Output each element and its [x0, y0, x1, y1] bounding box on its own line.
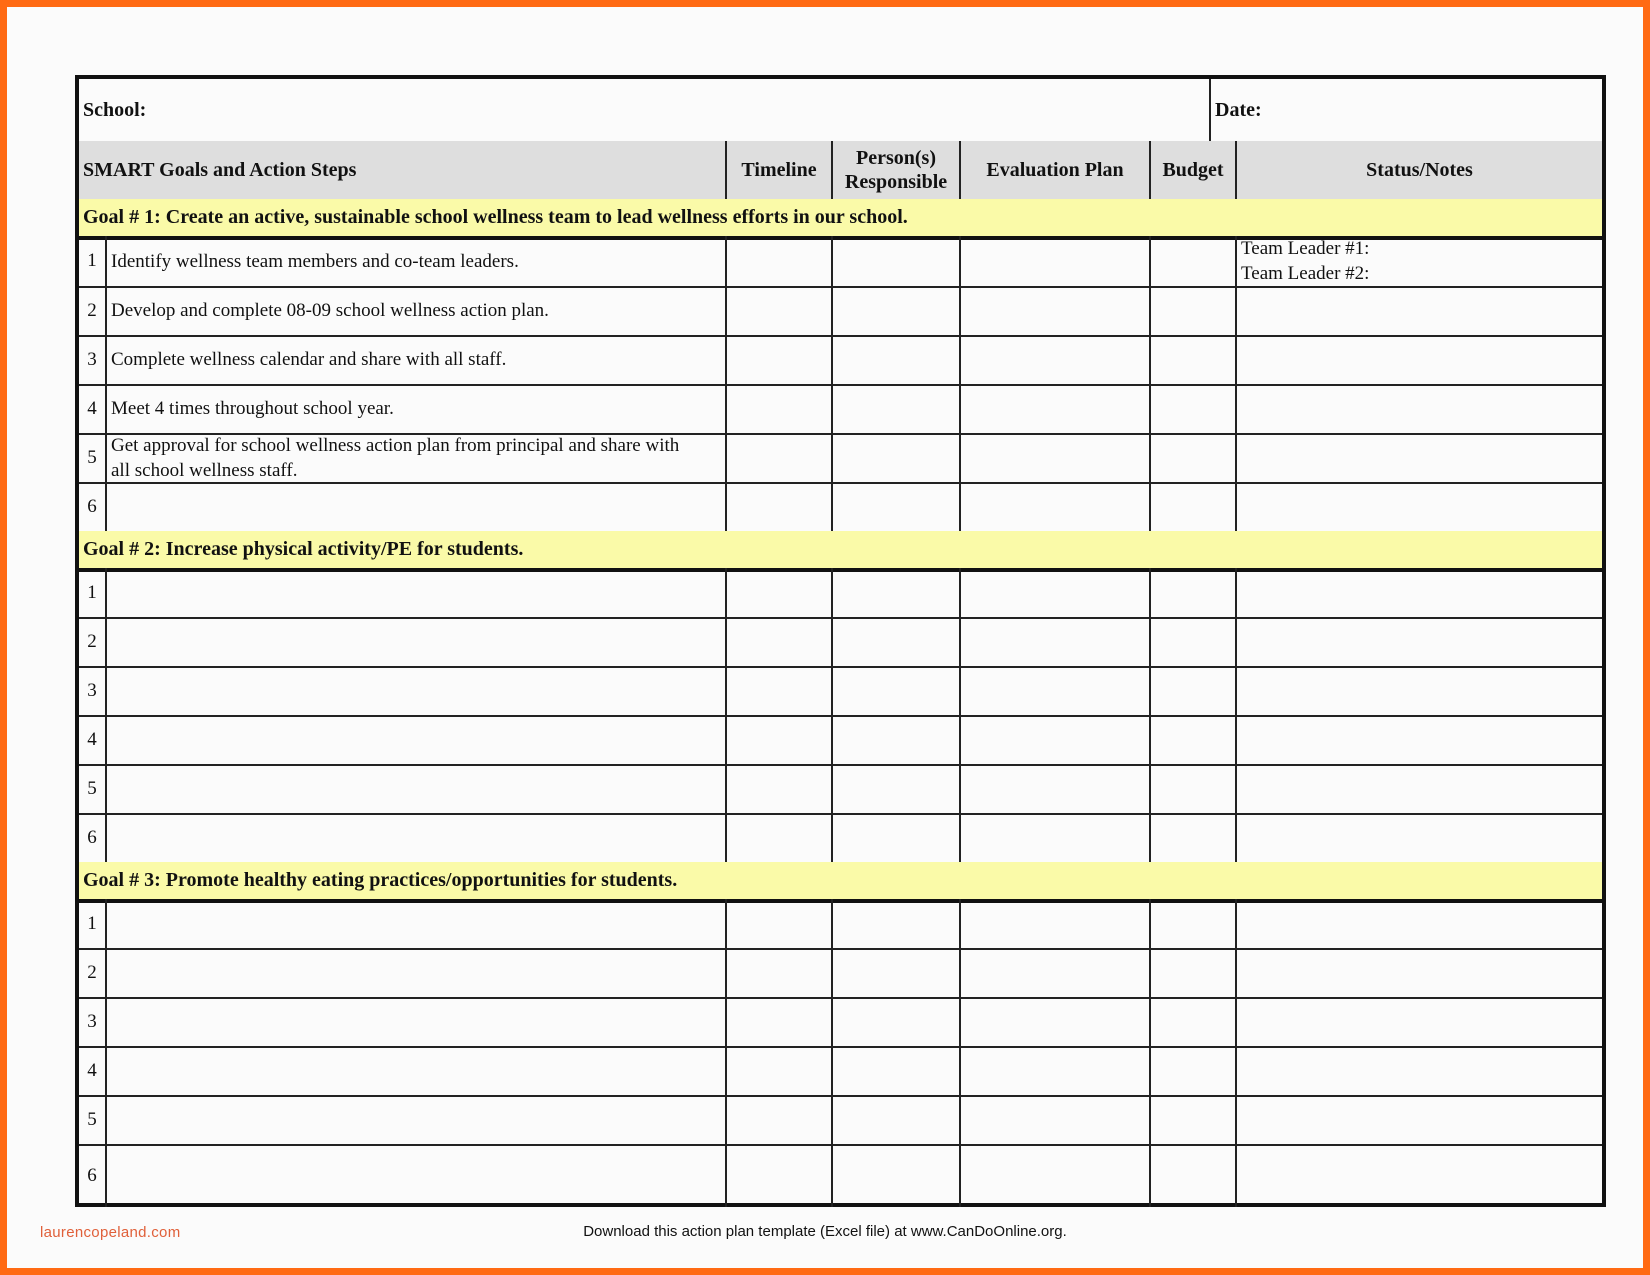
persons-responsible-cell[interactable] [831, 335, 959, 384]
evaluation-plan-cell[interactable] [959, 764, 1149, 813]
persons-header-line1: Person(s) [856, 147, 936, 169]
step-number: 3 [87, 348, 97, 370]
action-step-row [79, 666, 1602, 717]
action-step-row [79, 286, 1602, 337]
timeline-cell[interactable] [725, 948, 831, 997]
step-number: 6 [87, 495, 97, 517]
timeline-cell[interactable] [725, 286, 831, 335]
step-number: 5 [87, 446, 97, 468]
step-description-text: Get approval for school wellness action plan from principal and share with [111, 434, 680, 456]
status-notes-cell[interactable] [1235, 1046, 1602, 1095]
status-notes-cell[interactable] [1235, 813, 1602, 862]
persons-responsible-cell[interactable] [831, 764, 959, 813]
document-page [7, 7, 1643, 1268]
step-description[interactable] [105, 617, 725, 666]
step-number: 1 [87, 912, 97, 934]
step-number: 5 [87, 777, 97, 799]
budget-cell[interactable] [1149, 384, 1235, 433]
goals-column-header: SMART Goals and Action Steps [83, 158, 357, 181]
timeline-cell[interactable] [725, 236, 831, 286]
status-notes-cell[interactable] [1235, 1095, 1602, 1144]
step-description[interactable] [105, 813, 725, 862]
step-description-text: Meet 4 times throughout school year. [111, 398, 394, 419]
evaluation-plan-cell[interactable] [959, 1144, 1149, 1207]
budget-cell[interactable] [1149, 899, 1235, 948]
action-step-row [79, 1046, 1602, 1097]
budget-cell[interactable] [1149, 813, 1235, 862]
step-number: 4 [87, 728, 97, 750]
step-description[interactable] [105, 568, 725, 617]
status-notes-cell[interactable] [1235, 666, 1602, 715]
team-leader-1-note: Team Leader #1: [1241, 238, 1370, 259]
persons-responsible-cell[interactable] [831, 568, 959, 617]
timeline-cell[interactable] [725, 764, 831, 813]
step-number: 4 [87, 1059, 97, 1081]
brand-watermark: laurencopeland.com [40, 1224, 181, 1241]
action-step-row [79, 433, 1602, 484]
status-notes-cell[interactable] [1235, 764, 1602, 813]
evaluation-plan-cell[interactable] [959, 948, 1149, 997]
step-number: 1 [87, 581, 97, 603]
step-description[interactable] [105, 715, 725, 764]
evaluation-plan-cell[interactable] [959, 236, 1149, 286]
step-description[interactable] [105, 948, 725, 997]
timeline-column-header: Timeline [725, 141, 831, 199]
status-notes-cell[interactable] [1235, 617, 1602, 666]
timeline-cell[interactable] [725, 384, 831, 433]
goal-heading-row [79, 531, 1602, 572]
persons-responsible-cell[interactable] [831, 666, 959, 715]
action-step-row [79, 813, 1602, 862]
persons-responsible-cell[interactable] [831, 1095, 959, 1144]
action-step-row [79, 482, 1602, 531]
action-step-row [79, 1144, 1602, 1207]
budget-column-header: Budget [1149, 141, 1235, 199]
action-step-row [79, 715, 1602, 766]
column-header-row [79, 141, 1602, 203]
status-notes-cell[interactable] [1235, 715, 1602, 764]
persons-responsible-cell[interactable] [831, 813, 959, 862]
status-notes-column-header: Status/Notes [1235, 141, 1602, 199]
step-description[interactable] [105, 1046, 725, 1095]
status-notes-cell[interactable] [1235, 482, 1602, 531]
status-notes-cell[interactable] [1235, 236, 1602, 286]
action-step-row [79, 1095, 1602, 1146]
budget-cell[interactable] [1149, 715, 1235, 764]
action-step-row [79, 764, 1602, 815]
budget-cell[interactable] [1149, 764, 1235, 813]
step-number: 6 [87, 1164, 97, 1186]
action-step-row [79, 948, 1602, 999]
step-description[interactable] [105, 1144, 725, 1207]
school-label: School: [83, 98, 147, 121]
step-description[interactable] [105, 1095, 725, 1144]
budget-cell[interactable] [1149, 568, 1235, 617]
goal-title: Goal # 1: Create an active, sustainable school wellness team to lead wellness efforts in our school. [83, 206, 908, 228]
budget-cell[interactable] [1149, 1095, 1235, 1144]
status-notes-cell[interactable] [1235, 948, 1602, 997]
evaluation-plan-cell[interactable] [959, 1046, 1149, 1095]
evaluation-plan-cell[interactable] [959, 997, 1149, 1046]
persons-header-line2: Responsible [844, 171, 948, 193]
budget-cell[interactable] [1149, 482, 1235, 531]
step-description[interactable] [105, 236, 725, 286]
persons-responsible-cell[interactable] [831, 1144, 959, 1207]
persons-responsible-cell[interactable] [831, 715, 959, 764]
action-step-row [79, 997, 1602, 1048]
step-number: 6 [87, 826, 97, 848]
persons-responsible-cell[interactable] [831, 482, 959, 531]
step-number: 3 [87, 679, 97, 701]
persons-responsible-cell[interactable] [831, 948, 959, 997]
budget-cell[interactable] [1149, 666, 1235, 715]
status-notes-cell[interactable] [1235, 568, 1602, 617]
status-notes-cell[interactable] [1235, 433, 1602, 482]
budget-cell[interactable] [1149, 236, 1235, 286]
step-number: 4 [87, 397, 97, 419]
timeline-cell[interactable] [725, 1144, 831, 1207]
budget-cell[interactable] [1149, 948, 1235, 997]
goal-heading-row [79, 199, 1602, 240]
step-number: 3 [87, 1010, 97, 1032]
budget-cell[interactable] [1149, 286, 1235, 335]
timeline-cell[interactable] [725, 715, 831, 764]
step-number: 2 [87, 299, 97, 321]
step-number: 1 [87, 250, 97, 271]
timeline-cell[interactable] [725, 813, 831, 862]
evaluation-plan-cell[interactable] [959, 482, 1149, 531]
budget-cell[interactable] [1149, 433, 1235, 482]
status-notes-cell[interactable] [1235, 997, 1602, 1046]
persons-responsible-cell[interactable] [831, 899, 959, 948]
persons-responsible-cell[interactable] [831, 286, 959, 335]
evaluation-plan-cell[interactable] [959, 568, 1149, 617]
timeline-cell[interactable] [725, 568, 831, 617]
step-description-text-line2: all school wellness staff. [111, 459, 298, 481]
persons-responsible-cell[interactable] [831, 617, 959, 666]
step-description[interactable] [105, 433, 725, 482]
evaluation-plan-cell[interactable] [959, 433, 1149, 482]
persons-responsible-cell[interactable] [831, 384, 959, 433]
budget-cell[interactable] [1149, 335, 1235, 384]
persons-responsible-cell[interactable] [831, 236, 959, 286]
status-notes-cell[interactable] [1235, 384, 1602, 433]
budget-cell[interactable] [1149, 997, 1235, 1046]
action-plan-table [75, 75, 1606, 1207]
action-step-row [79, 335, 1602, 386]
step-description[interactable] [105, 482, 725, 531]
timeline-cell[interactable] [725, 433, 831, 482]
goal-title: Goal # 3: Promote healthy eating practices/opportunities for students. [83, 869, 678, 891]
persons-responsible-column-header [831, 141, 959, 199]
step-description[interactable] [105, 286, 725, 335]
evaluation-plan-cell[interactable] [959, 715, 1149, 764]
evaluation-plan-cell[interactable] [959, 617, 1149, 666]
step-number: 5 [87, 1108, 97, 1130]
persons-responsible-cell[interactable] [831, 997, 959, 1046]
timeline-cell[interactable] [725, 1046, 831, 1095]
timeline-cell[interactable] [725, 899, 831, 948]
status-notes-cell[interactable] [1235, 335, 1602, 384]
timeline-cell[interactable] [725, 1095, 831, 1144]
evaluation-plan-cell[interactable] [959, 899, 1149, 948]
step-description[interactable] [105, 666, 725, 715]
step-description[interactable] [105, 997, 725, 1046]
download-note: Download this action plan template (Excel file) at www.CanDoOnline.org. [583, 1223, 1067, 1240]
step-description[interactable] [105, 899, 725, 948]
timeline-cell[interactable] [725, 666, 831, 715]
step-number: 2 [87, 630, 97, 652]
step-number: 2 [87, 961, 97, 983]
step-description-text: Identify wellness team members and co-team leaders. [111, 250, 519, 272]
evaluation-plan-cell[interactable] [959, 666, 1149, 715]
timeline-cell[interactable] [725, 335, 831, 384]
action-step-row [79, 236, 1602, 288]
action-step-row [79, 617, 1602, 668]
team-leader-2-note: Team Leader #2: [1241, 263, 1370, 284]
evaluation-plan-cell[interactable] [959, 335, 1149, 384]
timeline-cell[interactable] [725, 997, 831, 1046]
status-notes-cell[interactable] [1235, 1144, 1602, 1207]
budget-cell[interactable] [1149, 1144, 1235, 1207]
timeline-cell[interactable] [725, 482, 831, 531]
step-description[interactable] [105, 764, 725, 813]
evaluation-plan-cell[interactable] [959, 813, 1149, 862]
step-description-text: Develop and complete 08-09 school wellness action plan. [111, 300, 549, 321]
school-date-row [79, 79, 1602, 145]
status-notes-cell[interactable] [1235, 286, 1602, 335]
persons-responsible-cell[interactable] [831, 433, 959, 482]
action-step-row [79, 568, 1602, 619]
timeline-cell[interactable] [725, 617, 831, 666]
action-step-row [79, 899, 1602, 950]
date-label: Date: [1209, 79, 1602, 141]
persons-responsible-cell[interactable] [831, 1046, 959, 1095]
evaluation-plan-cell[interactable] [959, 384, 1149, 433]
step-description[interactable] [105, 384, 725, 433]
step-description-text: Complete wellness calendar and share with all staff. [111, 349, 507, 370]
evaluation-plan-cell[interactable] [959, 286, 1149, 335]
evaluation-plan-column-header: Evaluation Plan [959, 141, 1149, 199]
step-description[interactable] [105, 335, 725, 384]
goal-heading-row [79, 862, 1602, 903]
budget-cell[interactable] [1149, 1046, 1235, 1095]
action-step-row [79, 384, 1602, 435]
budget-cell[interactable] [1149, 617, 1235, 666]
status-notes-cell[interactable] [1235, 899, 1602, 948]
evaluation-plan-cell[interactable] [959, 1095, 1149, 1144]
goal-title: Goal # 2: Increase physical activity/PE for students. [83, 538, 524, 560]
